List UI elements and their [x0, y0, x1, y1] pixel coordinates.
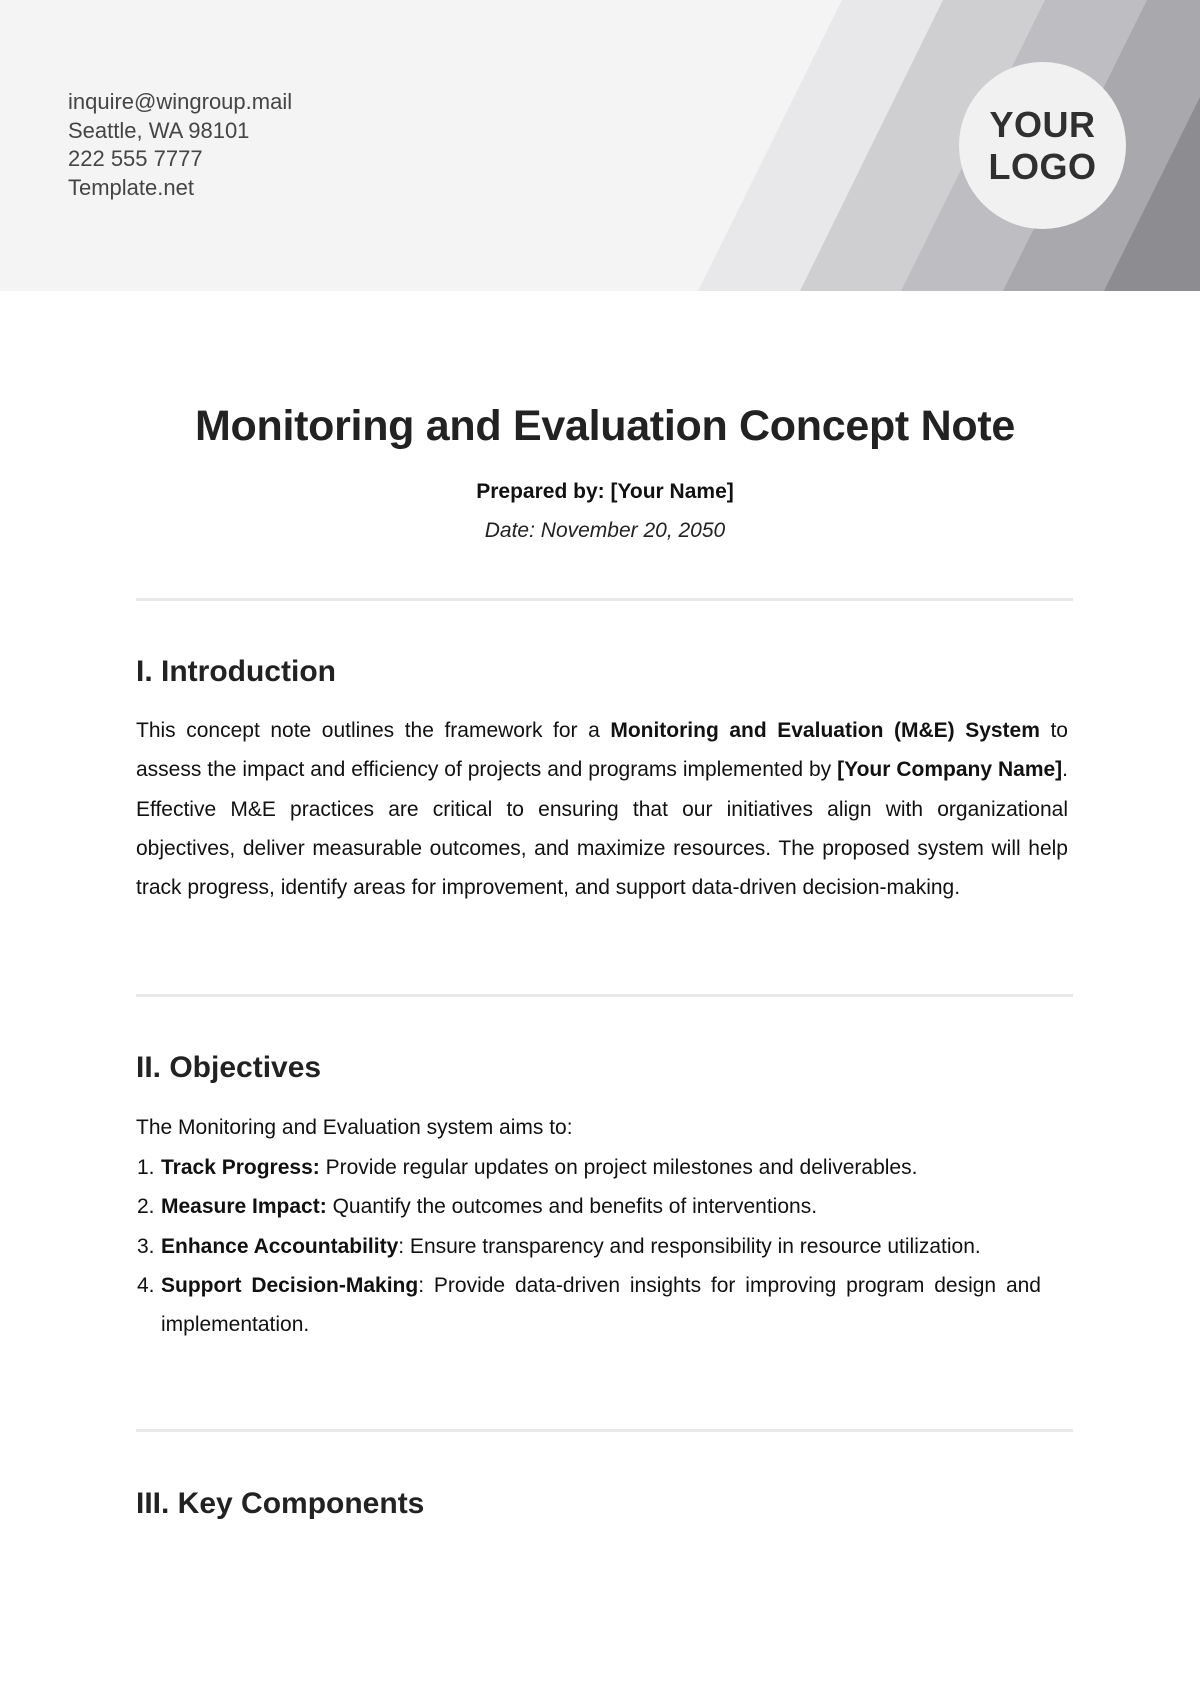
letterhead-header — [0, 0, 1200, 291]
document-title: Monitoring and Evaluation Concept Note — [195, 402, 1015, 450]
list-item — [136, 1187, 1041, 1226]
contact-address: Seattle, WA 98101 — [68, 117, 250, 143]
text-run: . Effective M&E practices are critical to ensuring that our initiatives align with organizational objectives, deliver measurable outcomes, and maximize resources. The proposed system will help track progress, identify areas for improvement, and support data-driven decision-making. — [136, 758, 1069, 900]
list-item-text: Quantify the outcomes and benefits of interventions. — [326, 1195, 818, 1219]
list-item-label: Measure Impact: — [161, 1195, 327, 1219]
section-heading-objectives: II. Objectives — [136, 1051, 322, 1084]
divider — [136, 1429, 1073, 1432]
list-item-text: : Provide data-driven insights for improving program design and implementation. — [161, 1273, 1041, 1337]
list-number: 2. — [137, 1195, 155, 1219]
logo-line-1: YOUR — [989, 103, 1096, 145]
list-item-label: Enhance Accountability — [161, 1234, 399, 1258]
contact-info — [68, 88, 292, 202]
list-number: 1. — [137, 1156, 155, 1179]
logo-line-2: LOGO — [988, 145, 1097, 187]
list-item-text: : Ensure transparency and responsibility in resource utilization. — [398, 1234, 981, 1258]
logo-placeholder — [959, 62, 1126, 229]
section-heading-key-components: III. Key Components — [136, 1487, 425, 1520]
list-number: 3. — [137, 1234, 155, 1258]
text-run: This concept note outlines the framework for a — [136, 719, 611, 742]
list-item — [136, 1227, 1041, 1266]
contact-email: inquire@wingroup.mail — [68, 89, 293, 114]
introduction-paragraph — [136, 711, 1068, 907]
contact-website: Template.net — [68, 174, 194, 200]
divider — [136, 994, 1073, 997]
list-item — [136, 1266, 1041, 1345]
bold-text-run: Monitoring and Evaluation (M&E) System — [610, 719, 1040, 742]
divider — [136, 598, 1073, 601]
list-item-text: Provide regular updates on project milestones and deliverables. — [319, 1156, 918, 1179]
list-item — [136, 1148, 1041, 1187]
list-item-label: Support Decision-Making — [161, 1273, 419, 1297]
bold-text-run: [Your Company Name] — [837, 758, 1063, 782]
text-run: to assess the impact and efficiency of projects and programs implemented by — [136, 719, 1068, 782]
contact-phone: 222 555 7777 — [68, 146, 203, 171]
list-number: 4. — [137, 1273, 155, 1297]
section-heading-introduction: I. Introduction — [136, 655, 336, 688]
list-item-label: Track Progress: — [161, 1156, 320, 1179]
objectives-list — [136, 1148, 1041, 1344]
document-date: Date: November 20, 2050 — [484, 519, 726, 542]
objectives-intro: The Monitoring and Evaluation system aims to: — [136, 1116, 573, 1139]
prepared-by: Prepared by: [Your Name] — [476, 480, 734, 503]
